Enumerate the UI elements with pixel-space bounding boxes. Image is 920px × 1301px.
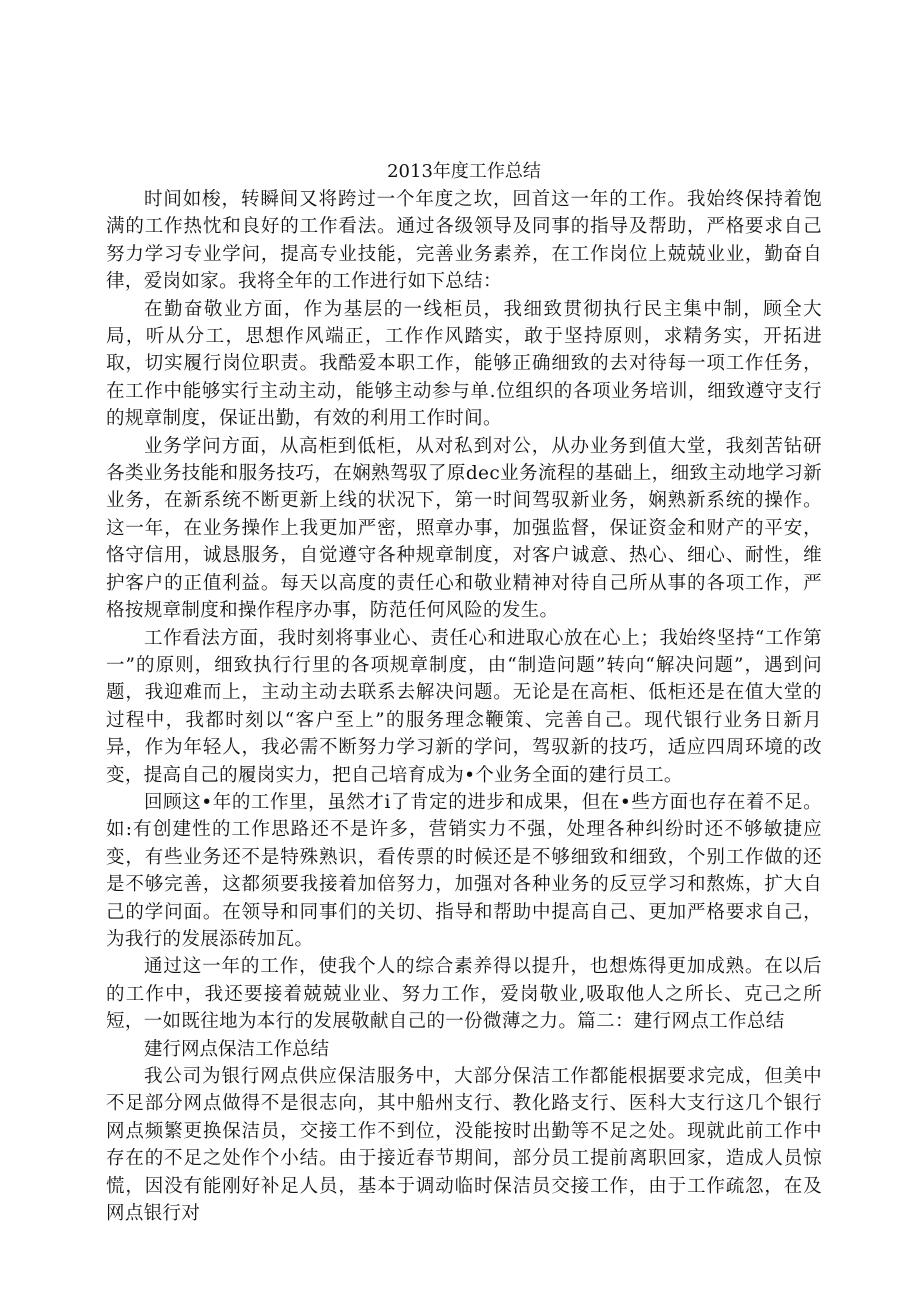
paragraph-conclusion: 通过这一年的工作，使我个人的综合素养得以提升，也想炼得更加成熟。在以后的工作中，我还要接着兢兢业业、努力工作，爱岗敬业,吸取他人之所长、克己之所短，一如既往地为本行的发展敬献自己的一份微薄之力。篇二：建行网点工作总结 <box>106 956 822 1033</box>
paragraph-intro: 时间如梭，转瞬间又将跨过一个年度之坎，回首这一年的工作。我始终保持着饱满的工作热忱和良好的工作看法。通过各级领导及同事的指导及帮助，严格要求自己努力学习专业学问，提高专业技能，完善业务素养，在工作岗位上兢兢业业，勤奋自律，爱岗如家。我将全年的工作进行如下总结： <box>106 189 822 293</box>
paragraph-cleaning: 我公司为银行网点供应保洁服务中，大部分保洁工作都能根据要求完成，但美中不足部分网点做得不是很志向，其中船州支行、教化路支行、医科大支行这几个银行网点频繁更换保洁员，交接工作不到位，没能按时出勤等不足之处。现就此前工作中存在的不足之处作个小结。由于接近春节期间，部分员工提前离职回家，造成人员惊慌，因没有能刚好补足人员，基本于调动临时保洁员交接工作，由于工作疏忽，在及网点银行对 <box>106 1066 822 1225</box>
paragraph-attitude: 工作看法方面，我时刻将事业心、责任心和进取心放在心上；我始终坚持“工作第一”的原则，细致执行行里的各项规章制度，由“制造问题”转向“解决问题”，遇到问题，我迎难而上，主动主动去联系去解决问题。无论是在高柜、低柜还是在值大堂的过程中，我都时刻以“客户至上”的服务理念鞭策、完善自己。现代银行业务日新月异，作为年轻人，我必需不断努力学习新的学问，驾驭新的技巧，适应四周环境的改变，提高自己的履岗实力，把自己培育成为•个业务全面的建行员工。 <box>106 627 822 786</box>
document-body <box>106 159 822 1227</box>
subheading: 建行网点保洁工作总结 <box>144 1038 330 1060</box>
paragraph-review: 回顾这•年的工作里，虽然才i了肯定的进步和成果，但在•些方面也存在着不足。如:有创建性的工作思路还不是许多，营销实力不强，处理各种纠纷时还不够敏捷应变，有些业务还不是特殊熟识，看传票的时候还是不够细致和细致，个别工作做的还是不够完善，这都须要我接着加倍努力，加强对各种业务的反豆学习和熬炼，扩大自己的学问面。在领导和同事们的关切、指导和帮助中提高自己、更加严格要求自己，为我行的发展添砖加瓦。 <box>106 791 822 950</box>
paragraph-diligence: 在勤奋敬业方面，作为基层的一线柜员，我细致贯彻执行民主集中制，顾全大局，听从分工，思想作风端正，工作作风踏实，敢于坚持原则，求精务实，开拓进取，切实履行岗位职责。我酷爱本职工作，能够正确细致的去对待每一项工作任务，在工作中能够实行主动主动，能够主动参与单.位组织的各项业务培训，细致遵守支行的规章制度，保证出勤，有效的利用工作时间。 <box>106 298 822 430</box>
paragraph-knowledge: 业务学问方面，从高柜到低柜，从对私到对公，从办业务到值大堂，我刻苦钻研各类业务技能和服务技巧，在娴熟驾驭了原dec业务流程的基础上，细致主动地学习新业务，在新系统不断更新上线的状况下，第一时间驾驭新业务，娴熟新系统的操作。这一年，在业务操作上我更加严密，照章办事，加强监督，保证资金和财产的平安，恪守信用，诚恳服务，自觉遵守各种规章制度，对客户诚意、热心、细心、耐性，维护客户的正值利益。每天以高度的责任心和敬业精神对待自己所从事的各项工作，严格按规章制度和操作程序办事，防范任何风险的发生。 <box>106 435 822 622</box>
document-title: 2013年度工作总结 <box>387 161 541 182</box>
